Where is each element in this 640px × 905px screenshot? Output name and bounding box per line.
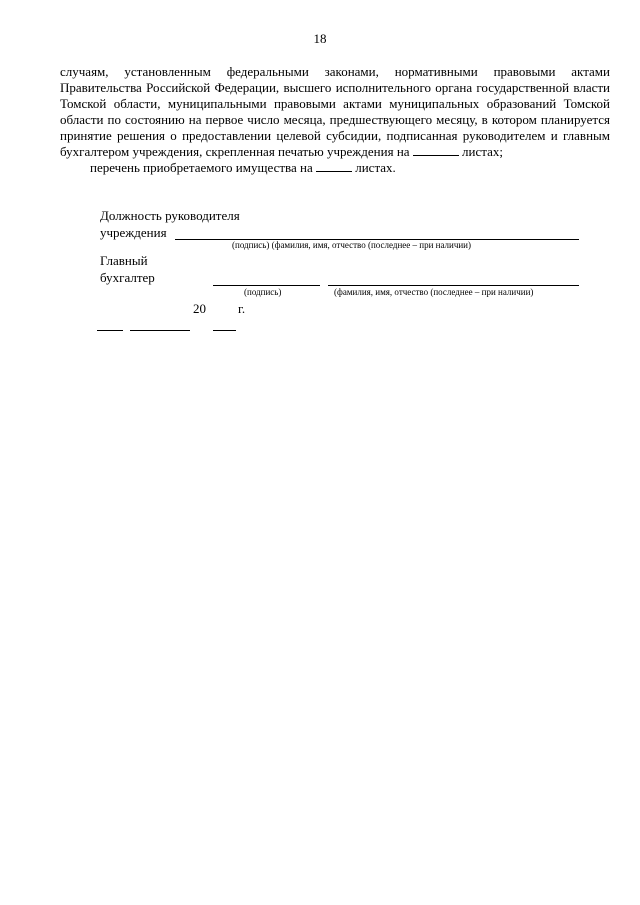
document-body bbox=[60, 64, 610, 176]
accountant-label: бухгалтер bbox=[100, 270, 155, 285]
paragraph-balance-sheet bbox=[60, 64, 610, 160]
accountant-name-caption: (фамилия, имя, отчество (последнее – при наличии) bbox=[334, 287, 534, 297]
date-month-line[interactable] bbox=[130, 330, 190, 331]
head-title-label: Должность руководителя bbox=[100, 208, 240, 223]
head-signature-caption: (подпись) (фамилия, имя, отчество (последнее – при наличии) bbox=[232, 240, 471, 250]
sheet-count-blank-2[interactable] bbox=[316, 160, 352, 172]
accountant-signature-caption: (подпись) bbox=[244, 287, 282, 297]
accountant-name-line[interactable] bbox=[328, 285, 579, 286]
paragraph-property-list bbox=[60, 160, 610, 176]
paragraph-2-prefix: перечень приобретаемого имущества на bbox=[90, 160, 313, 175]
date-day-line[interactable] bbox=[97, 330, 123, 331]
date-year-line[interactable] bbox=[213, 330, 236, 331]
sheet-count-blank-1[interactable] bbox=[413, 144, 459, 156]
accountant-signature-line[interactable] bbox=[213, 285, 320, 286]
paragraph-1-suffix: листах; bbox=[462, 144, 503, 159]
paragraph-1-text: случаям, установленным федеральными законами, нормативными правовыми актами Правительства Российской Федерации, высшего исполнительного органа государственной власти Томской области, муниципальными правовыми актами муниципальных образований Томской области по состоянию на первое число месяца, предшествующего месяцу, в котором планируется принятие решения о предоставлении целевой субсидии, подписанная руководителем и главным бухгалтером учреждения, скрепленная печатью учреждения на bbox=[60, 64, 610, 159]
paragraph-2-suffix: листах. bbox=[355, 160, 396, 175]
date-year-suffix: г. bbox=[238, 301, 246, 316]
page-number: 18 bbox=[313, 31, 327, 46]
date-year-prefix: 20 bbox=[193, 301, 206, 316]
chief-label: Главный bbox=[100, 253, 148, 268]
institution-label: учреждения bbox=[100, 225, 167, 240]
